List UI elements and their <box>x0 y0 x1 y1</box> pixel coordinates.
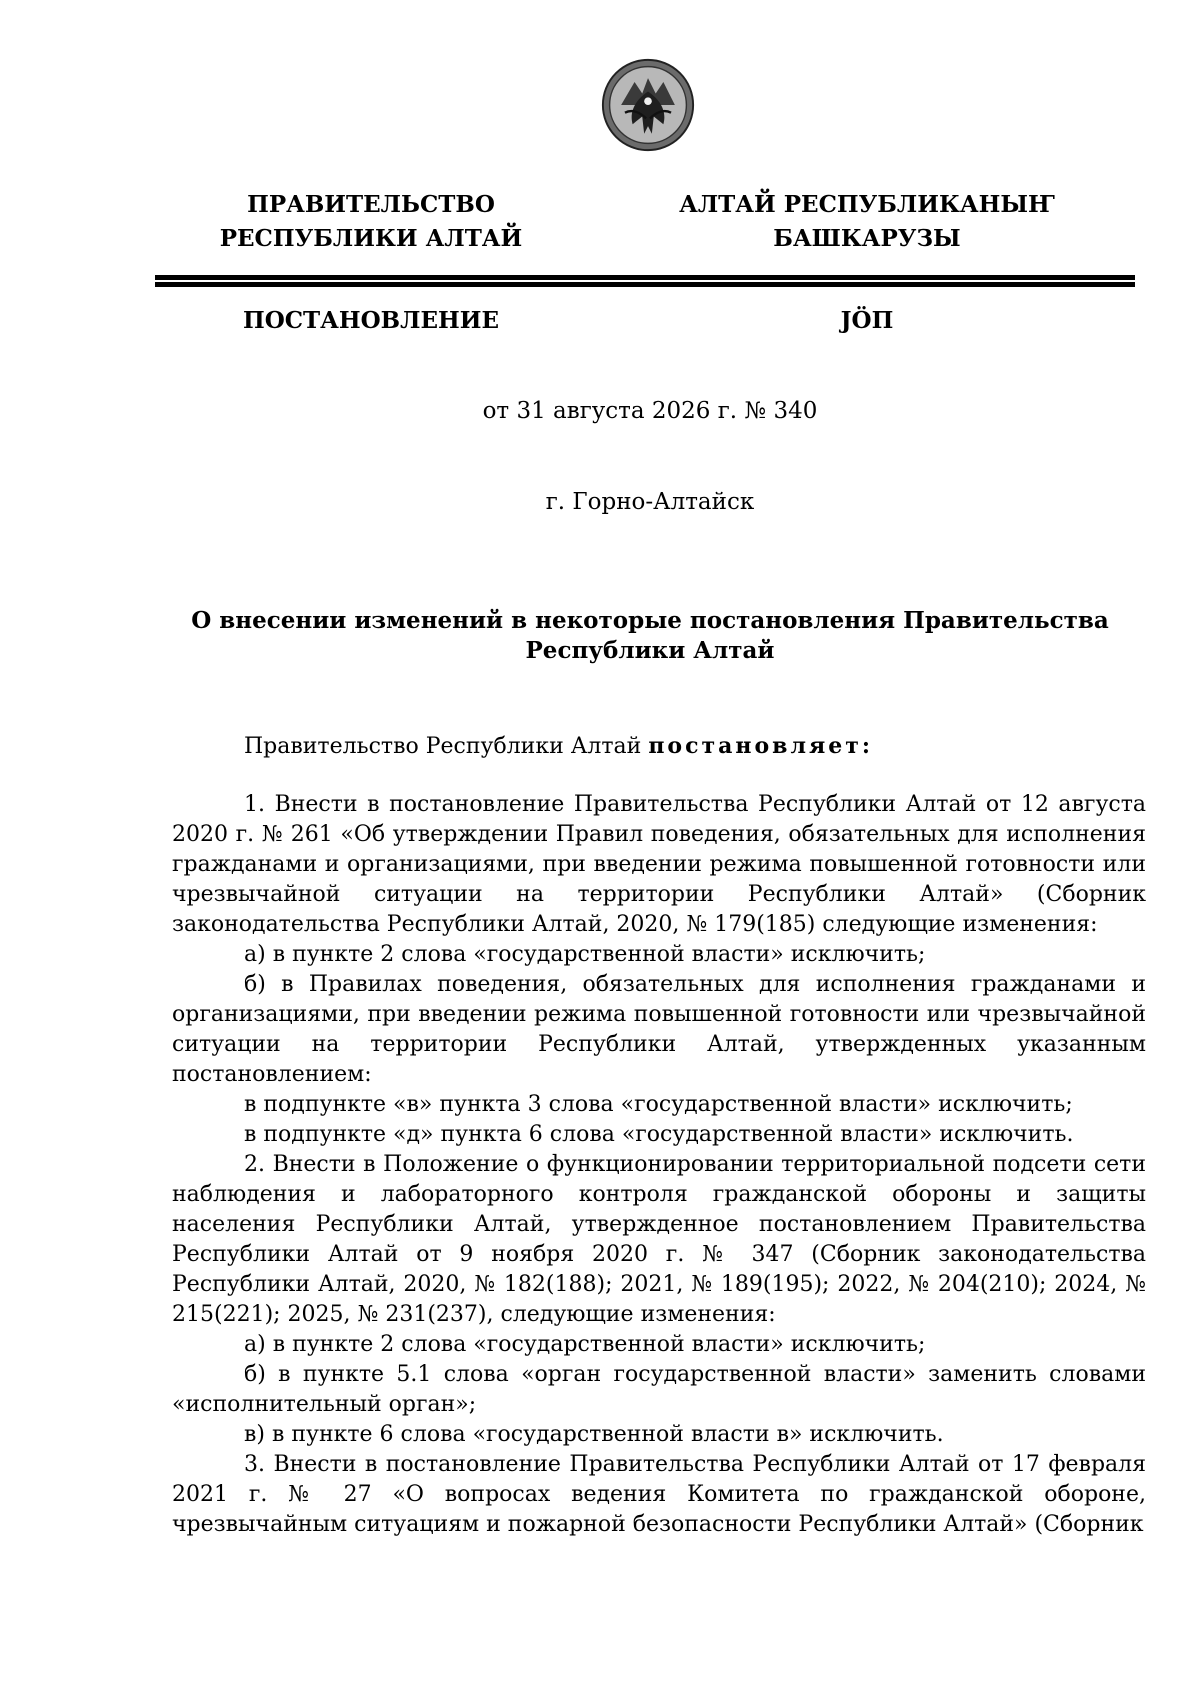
doc-type-russian: ПОСТАНОВЛЕНИЕ <box>243 307 499 334</box>
header-right-line-2: БАШКАРУЗЫ <box>773 225 961 252</box>
paragraph-1: 1. Внести в постановление Правительства Республики Алтай от 12 августа 2020 г. № 261 «Об утверждении Правил поведения, обязательных для исполнения гражданами и организациями, при введении режима повышенной готовности или чрезвычайной ситуации на территории Республики Алтай» (Сборник законодательства Республики Алтай, 2020, № 179(185) следующие изменения: <box>172 792 1146 937</box>
government-name-altai <box>657 188 1077 256</box>
document-subject <box>170 606 1130 666</box>
paragraph-2-a: а) в пункте 2 слова «государственной власти» исключить; <box>244 1332 926 1357</box>
header-divider-bottom <box>155 282 1135 287</box>
doc-type-altai: ЈÖП <box>840 307 894 334</box>
paragraph-2: 2. Внести в Положение о функционировании территориальной подсети сети наблюдения и лабораторного контроля гражданской обороны и защиты населения Республики Алтай, утвержденное постановлением Правительства Республики Алтай от 9 ноября 2020 г. № 347 (Сборник законодательства Республики Алтай, 2020, № 182(188); 2021, № 189(195); 2022, № 204(210); 2024, № 215(221); 2025, № 231(237), следующие изменения: <box>172 1152 1146 1327</box>
header-left-line-1: ПРАВИТЕЛЬСТВО <box>247 191 495 218</box>
header-left-line-2: РЕСПУБЛИКИ АЛТАЙ <box>219 225 523 252</box>
government-name-russian <box>161 188 581 256</box>
paragraph-1-a: а) в пункте 2 слова «государственной власти» исключить; <box>244 942 926 967</box>
intro-paragraph <box>172 731 1146 762</box>
subject-line-1: О внесении изменений в некоторые постановления Правительства <box>191 607 1109 634</box>
document-body <box>172 731 1146 1540</box>
paragraph-3: 3. Внести в постановление Правительства Республики Алтай от 17 февраля 2021 г. № 27 «О вопросах ведения Комитета по гражданской обороне, чрезвычайным ситуациям и пожарной безопасности Республики Алтай» (Сборник <box>172 1452 1146 1537</box>
subject-line-2: Республики Алтай <box>525 637 775 664</box>
intro-emphasis: постановляет: <box>648 733 873 759</box>
coat-of-arms-icon <box>600 57 696 153</box>
paragraph-1-b-1: в подпункте «в» пункта 3 слова «государственной власти» исключить; <box>244 1092 1073 1117</box>
header-divider-top <box>155 275 1135 280</box>
paragraph-2-b: б) в пункте 5.1 слова «орган государственной власти» заменить словами «исполнительный орган»; <box>172 1362 1146 1417</box>
header-right-line-1: АЛТАЙ РЕСПУБЛИКАНЫҤ <box>679 191 1055 218</box>
intro-text: Правительство Республики Алтай <box>244 734 649 759</box>
paragraph-1-b: б) в Правилах поведения, обязательных для исполнения гражданами и организациями, при введении режима повышенной готовности или чрезвычайной ситуации на территории Республики Алтай, утвержденных указанным постановлением: <box>172 972 1146 1087</box>
document-city: г. Горно-Алтайск <box>545 489 755 515</box>
document-date-number: от 31 августа 2026 г. № 340 <box>482 398 818 424</box>
paragraph-1-b-2: в подпункте «д» пункта 6 слова «государственной власти» исключить. <box>244 1122 1074 1147</box>
paragraph-2-c: в) в пункте 6 слова «государственной власти в» исключить. <box>244 1422 944 1447</box>
